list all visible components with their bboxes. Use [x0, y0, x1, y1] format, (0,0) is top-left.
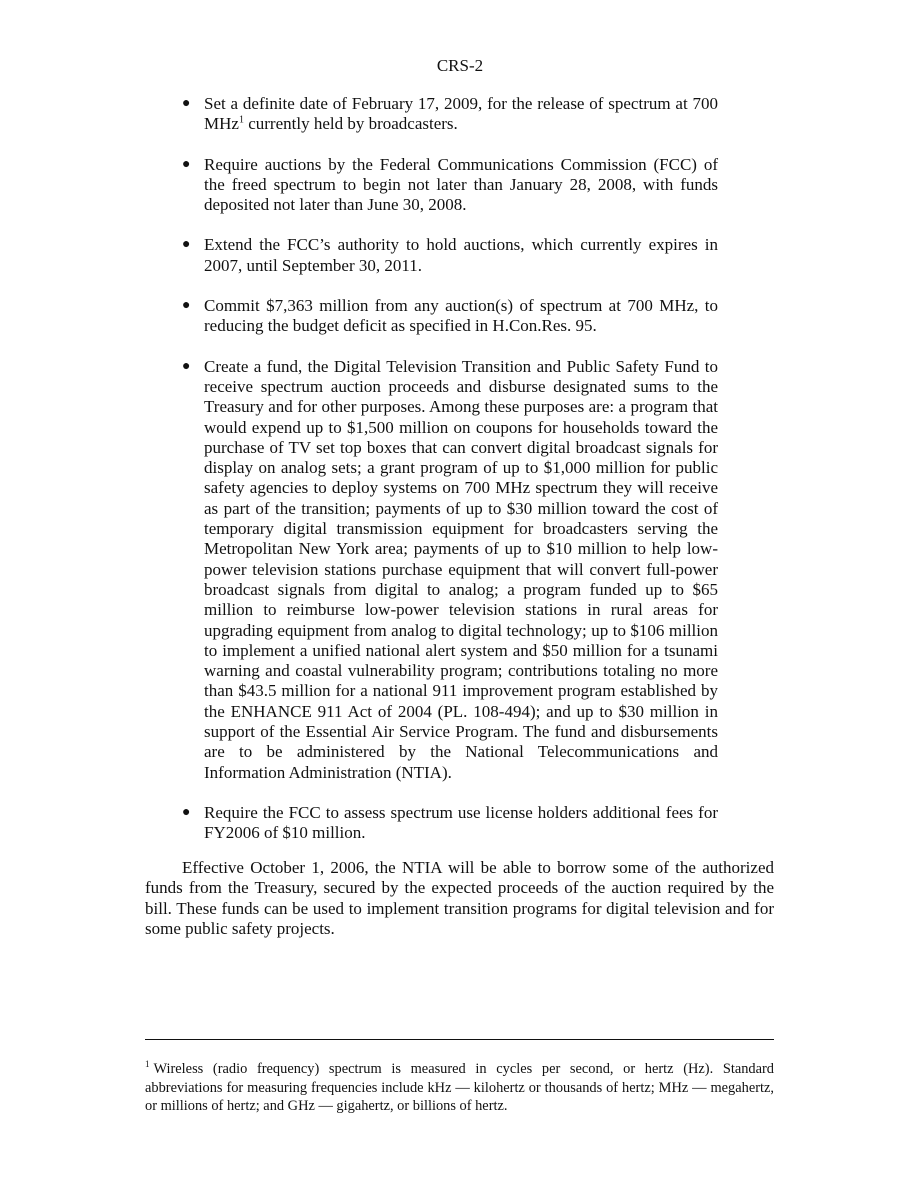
bullet-text: Extend the FCC’s authority to hold auctions, which currently expires in 2007, until September 30, 2011. — [204, 235, 718, 275]
bullet-dot-icon: ● — [182, 298, 191, 314]
bullet-text: Commit $7,363 million from any auction(s) of spectrum at 700 MHz, to reducing the budget deficit as specified in H.Con.Res. 95. — [204, 296, 718, 336]
list-item — [182, 235, 718, 276]
footnote — [145, 1060, 774, 1116]
bullet-dot-icon: ● — [182, 804, 191, 820]
body-paragraph: Effective October 1, 2006, the NTIA will be able to borrow some of the authorized funds from the Treasury, secured by the expected proceeds of the auction required by the bill. These funds can be used to implement transition programs for digital television and for some public safety projects. — [145, 858, 774, 938]
bullet-dot-icon: ● — [182, 96, 191, 111]
bullet-text: Require the FCC to assess spectrum use license holders additional fees for FY2006 of $10 million. — [204, 802, 718, 843]
page-header: CRS-2 — [436, 56, 484, 75]
bullet-text: Create a fund, the Digital Television Transition and Public Safety Fund to receive spectrum auction proceeds and disburse designated sums to the Treasury and for other purposes. Among these purposes are: a program that would expend up to $1,500 million on coupons for households toward the purchase of TV set top boxes that can convert digital broadcast signals for display on analog sets; a grant program of up to $1,000 million for public safety agencies to deploy systems on 700 MHz spectrum they will receive as part of the transition; payments of up to $30 million toward the cost of temporary digital transmission equipment for broadcasters serving the Metropolitan New York area; payments of up to $10 million to help low-power television stations purchase equipment that will convert full-power broadcast signals from digital to analog; a program funded up to $65 million to reimburse low-power television stations in rural areas for upgrading equipment from analog to digital technology; up to $106 million to implement a unified national alert system and $50 million for a tsunami warning and coastal vulnerability program; contributions totaling no more than $43.5 million for a national 911 improvement program established by the ENHANCE 911 Act of 2004 (PL. 108-494); and up to $30 million in support of the Essential Air Service Program. The fund and disbursements are to be administered by the National Telecommunications and Information Administration (NTIA). — [204, 356, 718, 782]
list-item — [182, 94, 718, 135]
footnote-ref[interactable]: 1 — [238, 114, 244, 126]
footnote-number: 1 — [145, 1059, 150, 1070]
bullet-dot-icon: ● — [182, 237, 191, 253]
list-item — [182, 357, 718, 783]
bullet-list — [182, 94, 718, 864]
list-item — [182, 296, 718, 337]
bullet-text: Require auctions by the Federal Communications Commission (FCC) of the freed spectrum to begin not later than January 28, 2008, with funds deposited not later than June 30, 2008. — [204, 154, 718, 215]
bullet-dot-icon: ● — [182, 156, 191, 172]
bullet-text: Set a definite date of February 17, 2009, for the release of spectrum at 700 MHz$^1$ currently held by broadcasters. — [204, 94, 718, 134]
list-item — [182, 155, 718, 216]
bullet-dot-icon: ● — [182, 358, 191, 374]
footnote-divider — [145, 1039, 774, 1040]
footnote-text: Wireless (radio frequency) spectrum is measured in cycles per second, or hertz (Hz). Standard abbreviations for measuring frequencies include kHz — kilohertz or thousands of hertz; MHz — megahertz, or millions of hertz; and GHz — gigahertz, or billions of hertz. — [145, 1061, 774, 1115]
list-item — [182, 803, 718, 844]
